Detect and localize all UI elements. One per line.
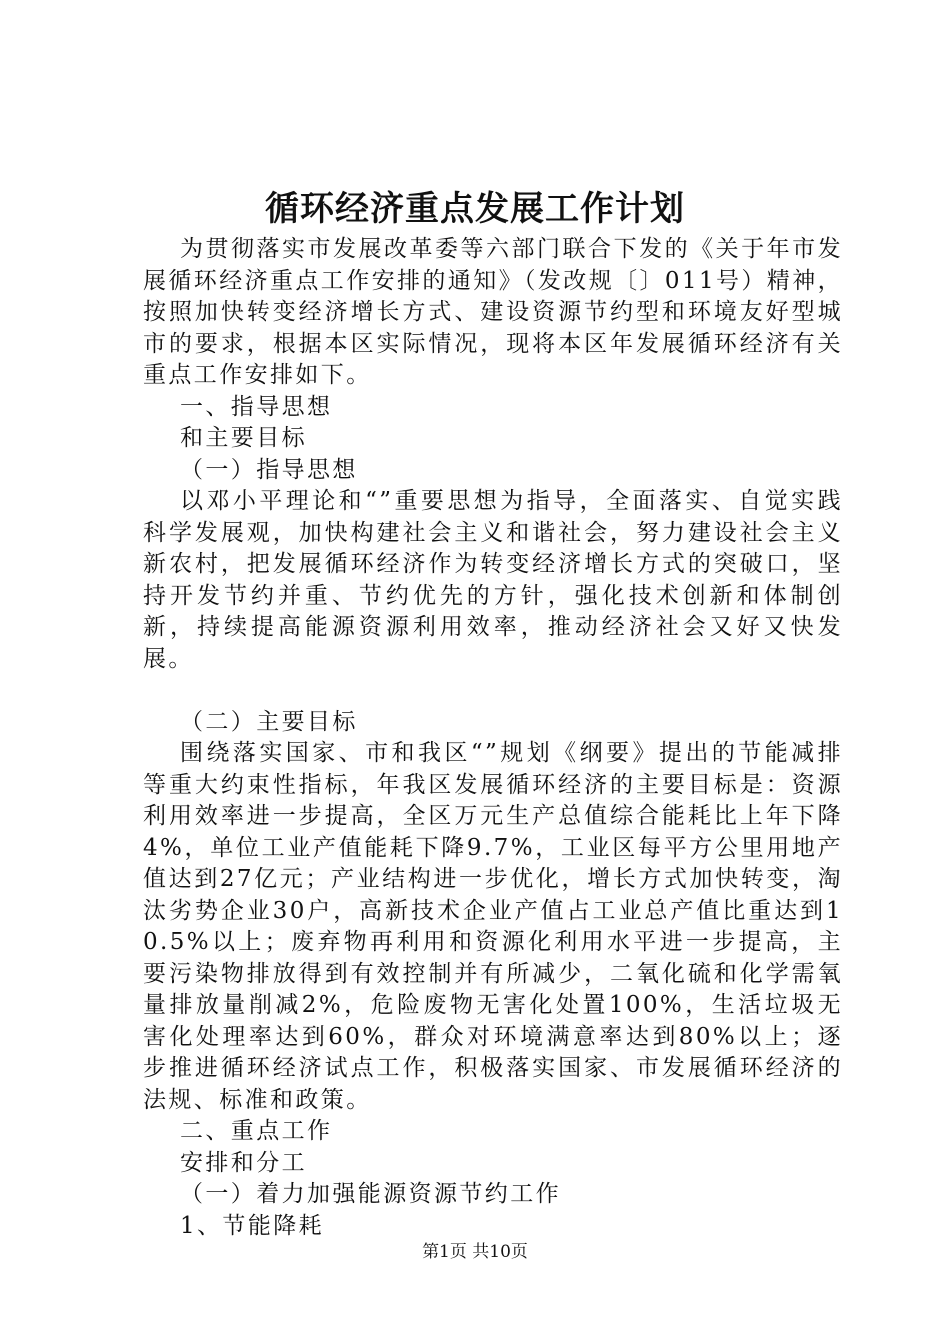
section-heading-1: 一、指导思想 (180, 393, 333, 420)
section-heading-2-cont: 安排和分工 (180, 1149, 307, 1176)
page-footer: 第1页 共10页 (422, 1242, 528, 1262)
document-body (143, 234, 843, 1242)
main-goals-paragraph: 围绕落实国家、市和我区“”规划《纲要》提出的节能减排等重大约束性指标，年我区发展循环经济的主要目标是：资源利用效率进一步提高，全区万元生产总值综合能耗比上年下降4%，单位工业产值能耗下降9.7%，工业区每平方公里用地产值达到27亿元；产业结构进一步优化，增长方式加快转变，淘汰劣势企业30户，高新技术企业产值占工业总产值比重达到10.5%以上；废弃物再利用和资源化利用水平进一步提高，主要污染物排放得到有效控制并有所减少，二氧化硫和化学需氧量排放量削减2%，危险废物无害化处置100%，生活垃圾无害化处理率达到60%，群众对环境满意率达到80%以上；逐步推进循环经济试点工作，积极落实国家、市发展循环经济的法规、标准和政策。 (143, 740, 843, 1113)
document-title: 循环经济重点发展工作计划 (265, 189, 685, 229)
section-heading-1-cont: 和主要目标 (180, 425, 307, 451)
subsection-heading-2-1: （一）着力加强能源资源节约工作 (180, 1181, 561, 1207)
section-heading-2: 二、重点工作 (180, 1118, 333, 1144)
subsection-heading-1-1: （一）指导思想 (180, 456, 358, 483)
guiding-thought-paragraph: 以邓小平理论和“”重要思想为指导，全面落实、自觉实践科学发展观，加快构建社会主义和谐社会，努力建设社会主义新农村，把发展循环经济作为转变经济增长方式的突破口，坚持开发节约并重、节约优先的方针，强化技术创新和体制创新，持续提高能源资源利用效率，推动经济社会又好又快发展。 (143, 488, 843, 672)
item-heading-1: 1、节能降耗 (180, 1212, 325, 1239)
paragraph-gap (143, 675, 843, 707)
intro-paragraph: 为贯彻落实市发展改革委等六部门联合下发的《关于年市发展循环经济重点工作安排的通知》（发改规〔〕011号）精神，按照加快转变经济增长方式、建设资源节约型和环境友好型城市的要求，根据本区实际情况，现将本区年发展循环经济有关重点工作安排如下。 (143, 236, 843, 388)
subsection-heading-1-2: （二）主要目标 (180, 708, 358, 735)
